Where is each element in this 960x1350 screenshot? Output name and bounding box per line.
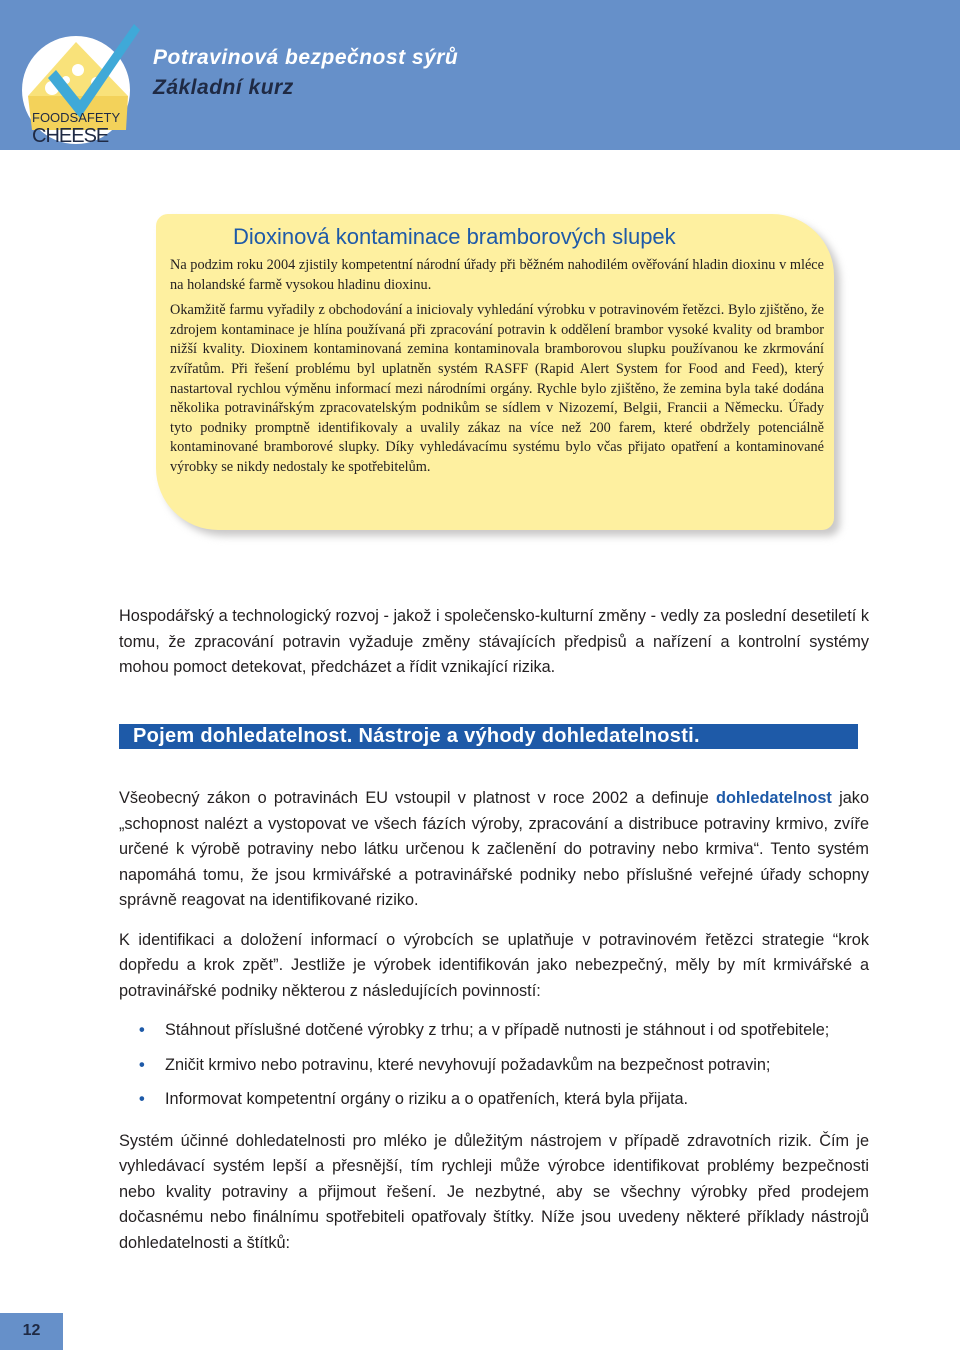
bullet-icon: • bbox=[139, 1021, 145, 1039]
case-paragraph: Na podzim roku 2004 zjistily kompetentní národní úřady při běžném nahodilém ověřování hladin dioxinu v mléce na holandské farmě vysokou hladinu dioxinu. bbox=[170, 257, 824, 293]
list-item bbox=[119, 1053, 869, 1079]
intro-paragraph: Hospodářský a technologický rozvoj - jakož i společensko-kulturní změny - vedly za poslední desetiletí k tomu, že zpracování potravin vyžaduje změny stávajících předpisů a nařízení a kontrolní systémy mohou pomoct detekovat, předcházet a řídit vznikající rizika. bbox=[119, 607, 869, 676]
main-content bbox=[119, 786, 869, 1270]
page-header bbox=[0, 0, 960, 150]
definition-text-before: Všeobecný zákon o potravinách EU vstoupil v platnost v roce 2002 a definuje bbox=[119, 789, 717, 807]
page-number-tab bbox=[0, 1313, 63, 1350]
definition-text-after: jako „schopnost nalézt a vystopovat ve všech fázích výroby, zpracování a distribuce potraviny krmivo, zvíře určené k výrobě potraviny nebo látku určenou k začlenění do potraviny nebo krmiva“. Tento systém napomáhá tomu, že jsou krmivářské a potravinářské podniky nebo příslušné veřejné úřady schopny správně reagovat na identifikované riziko. bbox=[119, 789, 869, 909]
list-item-text: Stáhnout příslušné dotčené výrobky z trhu; a v případě nutnosti je stáhnout i od spotřebitele; bbox=[165, 1021, 830, 1039]
section-title: Pojem dohledatelnost. Nástroje a výhody dohledatelnosti. bbox=[133, 725, 700, 747]
list-item bbox=[119, 1018, 869, 1044]
list-item-text: Informovat kompetentní orgány o riziku a o opatřeních, která byla přijata. bbox=[165, 1090, 689, 1108]
header-subtitle: Základní kurz bbox=[153, 76, 294, 99]
paragraph-definition bbox=[119, 786, 869, 914]
term-highlight: dohledatelnost bbox=[716, 789, 832, 807]
page-number: 12 bbox=[22, 1322, 41, 1339]
obligations-list bbox=[119, 1018, 869, 1113]
bullet-icon: • bbox=[139, 1055, 145, 1074]
logo-text-top: FOODSAFETY bbox=[32, 110, 121, 125]
case-box-title: Dioxinová kontaminace bramborových slupek bbox=[233, 224, 676, 249]
logo-text-bottom: CHEESE bbox=[32, 125, 109, 147]
list-item bbox=[119, 1087, 869, 1113]
bullet-icon: • bbox=[139, 1090, 145, 1108]
foodsafety-cheese-logo bbox=[18, 18, 144, 148]
case-box-text bbox=[170, 256, 824, 484]
section-heading-bar bbox=[119, 724, 858, 749]
case-paragraph: Okamžitě farmu vyřadily z obchodování a iniciovaly vyhledání výrobku v potravinovém řetězci. Bylo zjištěno, že zdrojem kontaminace je hlína používaná při zpracování potravin k oddělení brambor vysoké kvality od brambor nižší kvality. Dioxinem kontaminovaná zemina kontaminovala bramborovou slupku používanou ke zkrmování zvířatům. Při řešení problému byl uplatněn systém RASFF (Rapid Alert System for Food and Feed), který nastartoval rychlou výměnu informací mezi národními orgány. Rychle bylo zjištěno, že zemina byla také dodána několika potravinářským zpracovatelským podnikům se sídlem v Nizozemí, Belgii, Francii a Německu. Úřady tyto podniky promptně identifikovaly a uvalily zákaz na více než 200 farem, které obdržely potenciálně kontaminované bramborové slupky. Díky vyhledávacímu systému bylo včas přijato opatření a kontaminované výrobky se nikdy nedostaly ke spotřebitelům. bbox=[170, 302, 824, 475]
header-title: Potravinová bezpečnost sýrů bbox=[153, 46, 459, 69]
paragraph-conclusion: Systém účinné dohledatelnosti pro mléko je důležitým nástrojem v případě zdravotních rizik. Čím je vyhledávací systém lepší a přesnější, tím rychleji může výrobce identifikovat problémy bezpečnosti nebo kvality potraviny a přijmout řešení. Je nezbytné, aby se všechny výrobky před prodejem dočasnému nebo finálnímu spotřebiteli opatřovaly štítky. Níže jsou uvedeny některé příklady nástrojů dohledatelnosti a štítků: bbox=[119, 1131, 869, 1252]
list-item-text: Zničit krmivo nebo potravinu, které nevyhovují požadavkům na bezpečnost potravin; bbox=[165, 1055, 771, 1074]
paragraph-strategy: K identifikaci a doložení informací o výrobcích se uplatňuje v potravinovém řetězci strategie “krok dopředu a krok zpět”. Jestliže je výrobek identifikován jako nebezpečný, měly by mít krmivářské a potravinářské podniky některou z následujících povinností: bbox=[119, 930, 869, 1000]
